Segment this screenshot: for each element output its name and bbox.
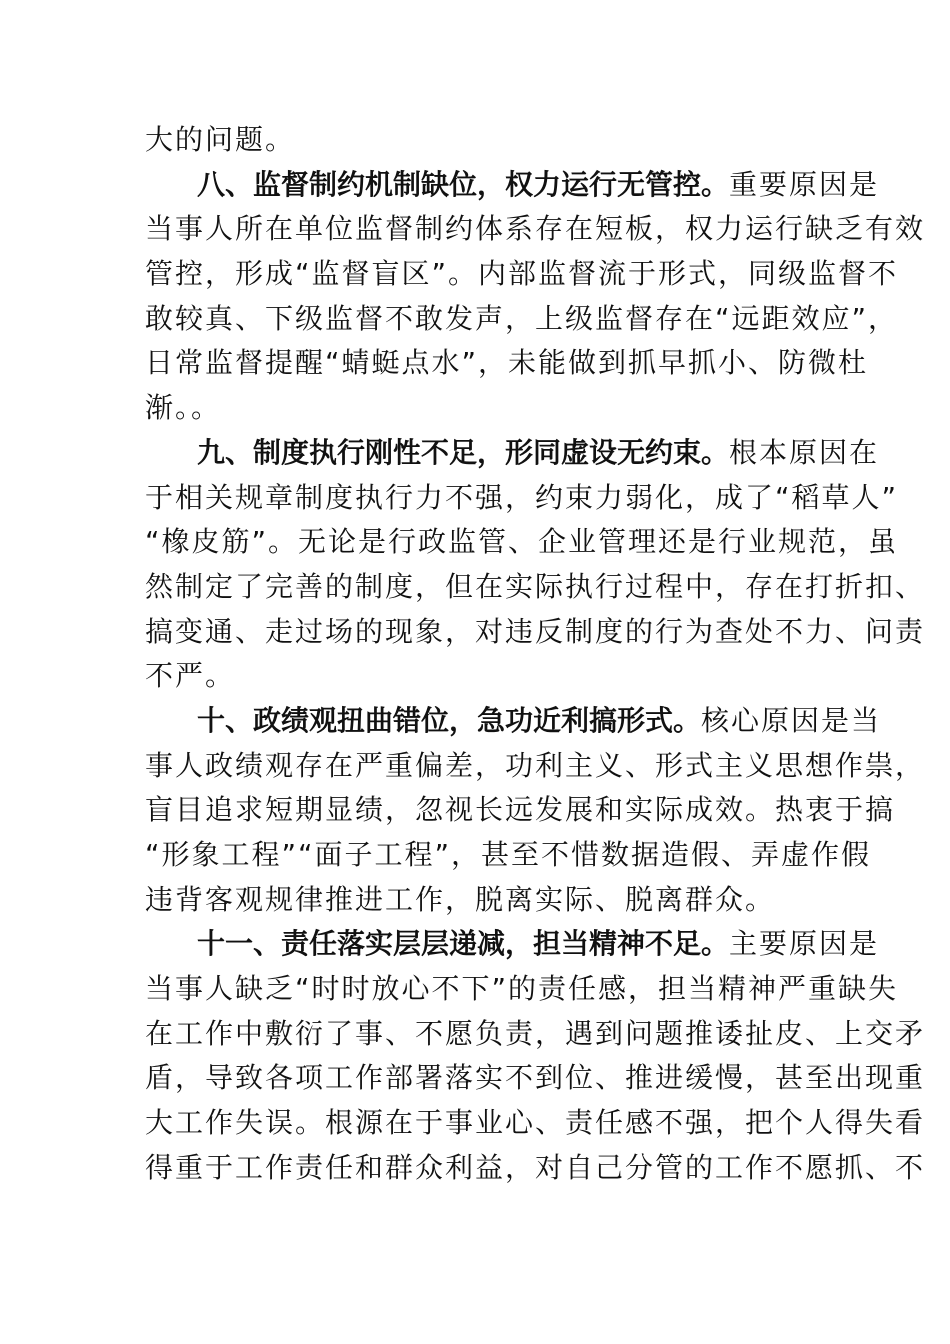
body-text: 渐。。 (145, 391, 222, 425)
paragraph-line (145, 878, 807, 923)
body-text: 不严。 (145, 659, 236, 693)
body-text: “橡皮筋”。无论是行政监管、企业管理还是行业规范，虽 (145, 525, 899, 559)
body-text: 盾，导致各项工作部署落实不到位、推进缓慢，甚至出现重 (145, 1061, 926, 1095)
body-text: 事人政绩观存在严重偏差，功利主义、形式主义思想作祟， (145, 748, 926, 782)
body-text: 搞变通、走过场的现象，对违反制度的行为查处不力、问责 (145, 614, 926, 648)
paragraph-line (145, 565, 926, 610)
paragraph-line (145, 520, 899, 565)
paragraph-line (145, 1146, 926, 1191)
paragraph-line (145, 922, 880, 967)
body-text: 管控，形成“监督盲区”。内部监督流于形式，同级监督不 (145, 257, 899, 291)
paragraph-line (145, 386, 807, 431)
body-text: 然制定了完善的制度，但在实际执行过程中，存在打折扣、 (145, 569, 926, 603)
document-page (145, 118, 926, 1191)
paragraph-line (145, 476, 899, 521)
paragraph-line (145, 1012, 926, 1057)
body-text: 当事人所在单位监督制约体系存在短板，权力运行缺乏有效 (145, 212, 926, 246)
body-text: 当事人缺乏“时时放心不下”的责任感，担当精神严重缺失 (145, 972, 899, 1006)
body-text: 根本原因在 (729, 435, 880, 469)
paragraph-line (145, 297, 899, 342)
paragraph-line (145, 610, 926, 655)
body-text: 大的问题。 (145, 123, 296, 156)
body-text: 敢较真、下级监督不敢发声，上级监督存在“远距效应”， (145, 301, 899, 335)
paragraph-line (145, 431, 880, 476)
body-text: 重要原因是 (729, 167, 880, 201)
paragraph-line (145, 1056, 926, 1101)
body-text: 得重于工作责任和群众利益，对自己分管的工作不愿抓、不 (145, 1150, 926, 1184)
body-text: 日常监督提醒“蜻蜓点水”，未能做到抓早抓小、防微杜 (145, 346, 869, 380)
body-text: “形象工程”“面子工程”，甚至不惜数据造假、弄虚作假 (145, 838, 872, 871)
body-text: 核心原因是当 (701, 703, 882, 737)
body-text: 违背客观规律推进工作，脱离实际、脱离群众。 (145, 882, 776, 916)
paragraph-line (145, 744, 926, 789)
section-heading: 九、制度执行刚性不足，形同虚设无约束。 (197, 435, 730, 469)
paragraph-line (145, 118, 807, 163)
paragraph-line (145, 1101, 926, 1146)
paragraph-line (145, 654, 807, 699)
paragraph-line (145, 163, 880, 208)
paragraph-line (145, 207, 926, 252)
body-text: 在工作中敷衍了事、不愿负责，遇到问题推诿扯皮、上交矛 (145, 1016, 926, 1050)
paragraph-line (145, 252, 899, 297)
paragraph-line (145, 833, 872, 878)
paragraph-line (145, 788, 896, 833)
section-heading: 十一、责任落实层层递减，担当精神不足。 (197, 927, 730, 961)
paragraph-line (145, 341, 869, 386)
body-text: 盲目追求短期显绩，忽视长远发展和实际成效。热衷于搞 (145, 793, 896, 827)
body-text: 主要原因是 (729, 927, 880, 961)
paragraph-line (145, 967, 899, 1012)
section-heading: 十、政绩观扭曲错位，急功近利搞形式。 (197, 703, 702, 737)
paragraph-line (145, 699, 882, 744)
body-text: 大工作失误。根源在于事业心、责任感不强，把个人得失看 (145, 1106, 926, 1140)
body-text: 于相关规章制度执行力不强，约束力弱化，成了“稻草人” (145, 480, 899, 514)
section-heading: 八、监督制约机制缺位，权力运行无管控。 (197, 167, 730, 201)
